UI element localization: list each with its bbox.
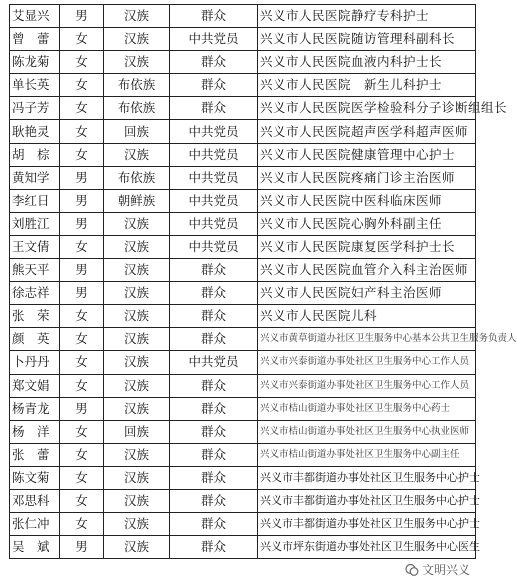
person-sex: 女 <box>60 420 104 443</box>
person-name: 王文倩 <box>10 235 60 258</box>
person-name: 杨青龙 <box>10 397 60 420</box>
person-party: 群众 <box>170 259 258 282</box>
person-party: 中共党员 <box>170 351 258 374</box>
person-sex: 女 <box>60 328 104 351</box>
person-ethnicity: 汉族 <box>104 351 170 374</box>
person-name: 刘胜江 <box>10 212 60 235</box>
person-ethnicity: 汉族 <box>104 305 170 328</box>
person-ethnicity: 汉族 <box>104 282 170 305</box>
person-unit: 兴义市人民医院心胸外科副主任 <box>258 212 476 235</box>
person-unit: 兴义市坪东街道办事处社区卫生服务中心医生 <box>258 536 476 559</box>
table-row <box>10 536 476 559</box>
person-ethnicity: 回族 <box>104 120 170 143</box>
person-party: 中共党员 <box>170 166 258 189</box>
person-ethnicity: 汉族 <box>104 536 170 559</box>
person-ethnicity: 汉族 <box>104 5 170 28</box>
person-unit: 兴义市人民医院医学检验科分子诊断组组长 <box>258 97 476 120</box>
person-sex: 女 <box>60 120 104 143</box>
person-sex: 男 <box>60 166 104 189</box>
person-unit: 兴义市兴泰街道办事处社区卫生服务中心工作人员 <box>258 351 476 374</box>
person-party: 群众 <box>170 282 258 305</box>
person-name: 张 荣 <box>10 305 60 328</box>
person-ethnicity: 汉族 <box>104 374 170 397</box>
table-row <box>10 51 476 74</box>
person-ethnicity: 布依族 <box>104 97 170 120</box>
person-name: 徐志祥 <box>10 282 60 305</box>
person-sex: 男 <box>60 536 104 559</box>
person-ethnicity: 汉族 <box>104 259 170 282</box>
person-ethnicity: 汉族 <box>104 443 170 466</box>
person-ethnicity: 汉族 <box>104 397 170 420</box>
person-name: 曾 蕾 <box>10 28 60 51</box>
watermark <box>402 561 473 578</box>
person-unit: 兴义市桔山街道办事处社区卫生服务中心副主任 <box>258 443 476 466</box>
person-name: 张仁冲 <box>10 513 60 536</box>
person-unit: 兴义市人民医院血液内科护士长 <box>258 51 476 74</box>
table-row <box>10 259 476 282</box>
person-party: 群众 <box>170 513 258 536</box>
person-unit: 兴义市人民医院妇产科主治医师 <box>258 282 476 305</box>
person-ethnicity: 汉族 <box>104 212 170 235</box>
person-party: 群众 <box>170 51 258 74</box>
person-ethnicity: 汉族 <box>104 51 170 74</box>
person-unit: 兴义市人民医院血管介入科主治医师 <box>258 259 476 282</box>
person-sex: 女 <box>60 51 104 74</box>
person-sex: 男 <box>60 189 104 212</box>
person-party: 群众 <box>170 305 258 328</box>
person-sex: 男 <box>60 5 104 28</box>
person-name: 熊天平 <box>10 259 60 282</box>
person-sex: 女 <box>60 235 104 258</box>
table-row <box>10 466 476 489</box>
person-name: 单长英 <box>10 74 60 97</box>
person-unit: 兴义市人民医院 新生儿科护士 <box>258 74 476 97</box>
person-sex: 男 <box>60 212 104 235</box>
table-row <box>10 328 476 351</box>
person-unit: 兴义市黄草街道办社区卫生服务中心基本公共卫生服务负责人 <box>258 328 476 351</box>
person-party: 群众 <box>170 328 258 351</box>
person-name: 邓思科 <box>10 489 60 512</box>
person-party: 群众 <box>170 420 258 443</box>
person-unit: 兴义市人民医院静疗专科护士 <box>258 5 476 28</box>
table-row <box>10 397 476 420</box>
table-row <box>10 420 476 443</box>
person-unit: 兴义市丰都街道办事处社区卫生服务中心护士 <box>258 513 476 536</box>
table-row <box>10 5 476 28</box>
table-row <box>10 74 476 97</box>
person-unit: 兴义市人民医院康复医学科护士长 <box>258 235 476 258</box>
person-unit: 兴义市桔山街道办事处社区卫生服务中心药士 <box>258 397 476 420</box>
table-row <box>10 212 476 235</box>
person-ethnicity: 朝鲜族 <box>104 189 170 212</box>
person-ethnicity: 汉族 <box>104 513 170 536</box>
table-row <box>10 28 476 51</box>
person-unit: 兴义市人民医院超声医学科超声医师 <box>258 120 476 143</box>
table-row <box>10 282 476 305</box>
person-unit: 兴义市人民医院随访管理科副科长 <box>258 28 476 51</box>
table-row <box>10 143 476 166</box>
table-row <box>10 443 476 466</box>
person-party: 中共党员 <box>170 28 258 51</box>
person-sex: 女 <box>60 143 104 166</box>
person-unit: 兴义市人民医院儿科 <box>258 305 476 328</box>
person-ethnicity: 汉族 <box>104 143 170 166</box>
person-name: 冯子芳 <box>10 97 60 120</box>
table-row <box>10 166 476 189</box>
watermark-text: 文明兴义 <box>421 563 470 577</box>
person-sex: 女 <box>60 305 104 328</box>
person-name: 杨 洋 <box>10 420 60 443</box>
person-party: 中共党员 <box>170 189 258 212</box>
person-ethnicity: 回族 <box>104 420 170 443</box>
person-name: 胡 棕 <box>10 143 60 166</box>
person-party: 群众 <box>170 536 258 559</box>
person-ethnicity: 汉族 <box>104 328 170 351</box>
person-name: 陈龙菊 <box>10 51 60 74</box>
person-sex: 女 <box>60 443 104 466</box>
table-row <box>10 489 476 512</box>
table-row <box>10 120 476 143</box>
person-name: 张 蕾 <box>10 443 60 466</box>
person-ethnicity: 布依族 <box>104 166 170 189</box>
table-row <box>10 305 476 328</box>
person-ethnicity: 汉族 <box>104 466 170 489</box>
table-body <box>10 5 517 559</box>
person-sex: 女 <box>60 28 104 51</box>
person-unit: 兴义市桔山街道办事处社区卫生服务中心执业医师 <box>258 420 476 443</box>
person-party: 中共党员 <box>170 120 258 143</box>
person-sex: 男 <box>60 259 104 282</box>
person-sex: 女 <box>60 97 104 120</box>
person-sex: 女 <box>60 351 104 374</box>
person-ethnicity: 汉族 <box>104 235 170 258</box>
person-party: 群众 <box>170 397 258 420</box>
table-row <box>10 374 476 397</box>
person-unit: 兴义市人民医院健康管理中心护士 <box>258 143 476 166</box>
person-party: 群众 <box>170 443 258 466</box>
table-row <box>10 97 476 120</box>
person-party: 群众 <box>170 374 258 397</box>
person-party: 中共党员 <box>170 235 258 258</box>
person-party: 群众 <box>170 97 258 120</box>
person-name: 艾显兴 <box>10 5 60 28</box>
person-party: 群众 <box>170 74 258 97</box>
person-ethnicity: 汉族 <box>104 28 170 51</box>
person-sex: 女 <box>60 489 104 512</box>
person-party: 中共党员 <box>170 143 258 166</box>
person-party: 群众 <box>170 489 258 512</box>
honor-list-table <box>9 4 517 559</box>
person-sex: 女 <box>60 466 104 489</box>
person-sex: 女 <box>60 74 104 97</box>
person-name: 颜 英 <box>10 328 60 351</box>
person-name: 卜丹丹 <box>10 351 60 374</box>
person-ethnicity: 汉族 <box>104 489 170 512</box>
person-unit: 兴义市兴泰街道办事处社区卫生服务中心工作人员 <box>258 374 476 397</box>
table-row <box>10 235 476 258</box>
person-sex: 男 <box>60 282 104 305</box>
table-row <box>10 351 476 374</box>
wechat-icon <box>405 563 419 577</box>
person-name: 吴 斌 <box>10 536 60 559</box>
table-row <box>10 189 476 212</box>
person-sex: 女 <box>60 513 104 536</box>
person-name: 李红日 <box>10 189 60 212</box>
person-party: 群众 <box>170 466 258 489</box>
person-unit: 兴义市人民医院中医科临床医师 <box>258 189 476 212</box>
table-row <box>10 513 476 536</box>
person-party: 中共党员 <box>170 212 258 235</box>
person-unit: 兴义市丰都街道办事处社区卫生服务中心护士 <box>258 466 476 489</box>
person-sex: 女 <box>60 374 104 397</box>
person-party: 群众 <box>170 5 258 28</box>
person-unit: 兴义市人民医院疼痛门诊主治医师 <box>258 166 476 189</box>
person-name: 黄知学 <box>10 166 60 189</box>
person-sex: 男 <box>60 397 104 420</box>
person-name: 郑文娟 <box>10 374 60 397</box>
person-ethnicity: 布依族 <box>104 74 170 97</box>
person-name: 耿艳灵 <box>10 120 60 143</box>
person-name: 陈文菊 <box>10 466 60 489</box>
person-unit: 兴义市丰都街道办事处社区卫生服务中心护士 <box>258 489 476 512</box>
